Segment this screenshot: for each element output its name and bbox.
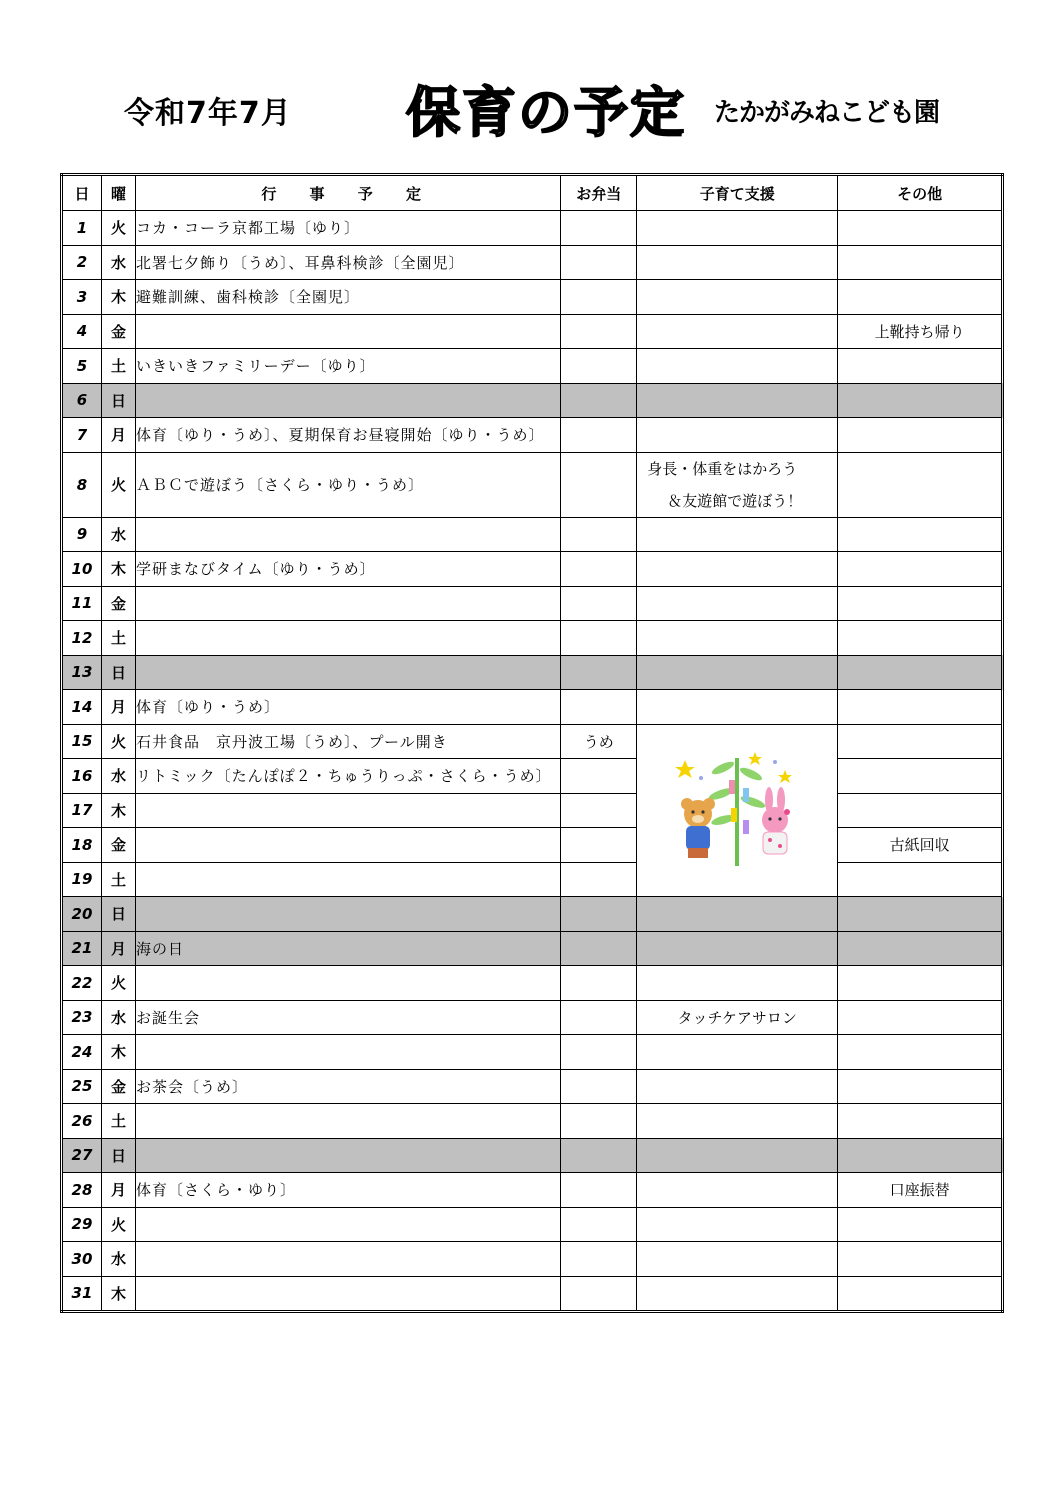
day-cell: 15 bbox=[62, 724, 102, 759]
lunch-cell bbox=[561, 690, 637, 725]
other-cell bbox=[838, 793, 1003, 828]
day-cell: 25 bbox=[62, 1069, 102, 1104]
other-cell bbox=[838, 1207, 1003, 1242]
lunch-cell bbox=[561, 1069, 637, 1104]
event-cell bbox=[135, 1035, 560, 1070]
lunch-cell bbox=[561, 897, 637, 932]
other-cell bbox=[838, 1276, 1003, 1312]
lunch-cell bbox=[561, 1035, 637, 1070]
lunch-cell bbox=[561, 621, 637, 656]
lunch-cell bbox=[561, 1104, 637, 1139]
weekday-cell: 金 bbox=[101, 828, 135, 863]
page-header bbox=[0, 70, 1058, 160]
day-cell: 11 bbox=[62, 586, 102, 621]
support-line-1: 身長・体重をはかろう bbox=[647, 459, 798, 478]
day-cell: 2 bbox=[62, 245, 102, 280]
weekday-cell: 水 bbox=[101, 517, 135, 552]
lunch-cell bbox=[561, 552, 637, 587]
other-cell bbox=[838, 621, 1003, 656]
weekday-cell: 火 bbox=[101, 1207, 135, 1242]
table-row bbox=[62, 517, 1003, 552]
event-cell bbox=[135, 1104, 560, 1139]
other-cell: 口座振替 bbox=[838, 1173, 1003, 1208]
lunch-cell bbox=[561, 211, 637, 246]
table-row bbox=[62, 1173, 1003, 1208]
table-row bbox=[62, 931, 1003, 966]
weekday-cell: 水 bbox=[101, 245, 135, 280]
event-cell: お誕生会 bbox=[135, 1000, 560, 1035]
event-cell bbox=[135, 1276, 560, 1312]
table-row bbox=[62, 1242, 1003, 1277]
lunch-cell bbox=[561, 517, 637, 552]
weekday-cell: 土 bbox=[101, 1104, 135, 1139]
day-cell: 5 bbox=[62, 349, 102, 384]
support-cell bbox=[637, 621, 838, 656]
weekday-cell: 土 bbox=[101, 621, 135, 656]
day-cell: 13 bbox=[62, 655, 102, 690]
other-cell bbox=[838, 383, 1003, 418]
event-cell bbox=[135, 828, 560, 863]
table-row bbox=[62, 1000, 1003, 1035]
table-row bbox=[62, 1035, 1003, 1070]
support-cell bbox=[637, 1035, 838, 1070]
col-day: 日 bbox=[62, 175, 102, 211]
lunch-cell bbox=[561, 245, 637, 280]
support-line-2: ＆友遊館で遊ぼう！ bbox=[667, 491, 803, 510]
event-cell: 北署七夕飾り〔うめ〕、耳鼻科検診〔全園児〕 bbox=[135, 245, 560, 280]
weekday-cell: 水 bbox=[101, 1242, 135, 1277]
table-row bbox=[62, 552, 1003, 587]
weekday-cell: 水 bbox=[101, 1000, 135, 1035]
weekday-cell: 金 bbox=[101, 586, 135, 621]
lunch-cell bbox=[561, 452, 637, 517]
event-cell bbox=[135, 1207, 560, 1242]
day-cell: 21 bbox=[62, 931, 102, 966]
day-cell: 27 bbox=[62, 1138, 102, 1173]
support-cell bbox=[637, 280, 838, 315]
table-row bbox=[62, 966, 1003, 1001]
weekday-cell: 日 bbox=[101, 655, 135, 690]
weekday-cell: 火 bbox=[101, 211, 135, 246]
support-cell bbox=[637, 1104, 838, 1139]
lunch-cell bbox=[561, 966, 637, 1001]
lunch-cell bbox=[561, 586, 637, 621]
lunch-cell: うめ bbox=[561, 724, 637, 759]
event-cell: 避難訓練、歯科検診〔全園児〕 bbox=[135, 280, 560, 315]
day-cell: 9 bbox=[62, 517, 102, 552]
support-cell bbox=[637, 349, 838, 384]
weekday-cell: 土 bbox=[101, 349, 135, 384]
day-cell: 28 bbox=[62, 1173, 102, 1208]
header-row bbox=[62, 175, 1003, 211]
lunch-cell bbox=[561, 1276, 637, 1312]
table-row bbox=[62, 1276, 1003, 1312]
weekday-cell: 火 bbox=[101, 966, 135, 1001]
col-events-label: 行 事 予 定 bbox=[261, 184, 435, 203]
event-cell: 体育〔さくら・ゆり〕 bbox=[135, 1173, 560, 1208]
table-row bbox=[62, 586, 1003, 621]
day-cell: 31 bbox=[62, 1276, 102, 1312]
event-cell: 学研まなびタイム〔ゆり・うめ〕 bbox=[135, 552, 560, 587]
day-cell: 3 bbox=[62, 280, 102, 315]
weekday-cell: 木 bbox=[101, 1276, 135, 1312]
support-cell bbox=[637, 418, 838, 453]
other-cell bbox=[838, 1035, 1003, 1070]
other-cell bbox=[838, 1069, 1003, 1104]
table-row bbox=[62, 621, 1003, 656]
schedule-body bbox=[62, 211, 1003, 1312]
day-cell: 24 bbox=[62, 1035, 102, 1070]
other-cell bbox=[838, 452, 1003, 517]
day-cell: 1 bbox=[62, 211, 102, 246]
table-row bbox=[62, 383, 1003, 418]
support-cell bbox=[637, 1069, 838, 1104]
other-cell bbox=[838, 655, 1003, 690]
weekday-cell: 木 bbox=[101, 1035, 135, 1070]
support-cell: タッチケアサロン bbox=[637, 1000, 838, 1035]
day-cell: 30 bbox=[62, 1242, 102, 1277]
weekday-cell: 月 bbox=[101, 418, 135, 453]
weekday-cell: 木 bbox=[101, 793, 135, 828]
table-row bbox=[62, 759, 1003, 794]
day-cell: 29 bbox=[62, 1207, 102, 1242]
event-cell bbox=[135, 621, 560, 656]
event-cell: ＡＢＣで遊ぼう〔さくら・ゆり・うめ〕 bbox=[135, 452, 560, 517]
other-cell bbox=[838, 280, 1003, 315]
other-cell bbox=[838, 1104, 1003, 1139]
table-row bbox=[62, 349, 1003, 384]
schedule-table bbox=[60, 173, 1004, 1313]
support-cell bbox=[637, 1242, 838, 1277]
event-cell bbox=[135, 314, 560, 349]
lunch-cell bbox=[561, 280, 637, 315]
event-cell bbox=[135, 1138, 560, 1173]
day-cell: 16 bbox=[62, 759, 102, 794]
event-cell bbox=[135, 655, 560, 690]
day-cell: 14 bbox=[62, 690, 102, 725]
other-cell bbox=[838, 1242, 1003, 1277]
lunch-cell bbox=[561, 862, 637, 897]
table-row bbox=[62, 655, 1003, 690]
other-cell bbox=[838, 418, 1003, 453]
support-cell bbox=[637, 314, 838, 349]
weekday-cell: 金 bbox=[101, 314, 135, 349]
table-row bbox=[62, 828, 1003, 863]
lunch-cell bbox=[561, 655, 637, 690]
event-cell bbox=[135, 966, 560, 1001]
lunch-cell bbox=[561, 793, 637, 828]
day-cell: 26 bbox=[62, 1104, 102, 1139]
era-month: 令和7年7月 bbox=[124, 96, 292, 131]
support-cell bbox=[637, 655, 838, 690]
table-row bbox=[62, 724, 1003, 759]
other-cell bbox=[838, 1138, 1003, 1173]
day-cell: 7 bbox=[62, 418, 102, 453]
table-row bbox=[62, 280, 1003, 315]
lunch-cell bbox=[561, 1000, 637, 1035]
weekday-cell: 日 bbox=[101, 1138, 135, 1173]
other-cell bbox=[838, 862, 1003, 897]
other-cell bbox=[838, 211, 1003, 246]
table-row bbox=[62, 452, 1003, 517]
col-support: 子育て支援 bbox=[637, 175, 838, 211]
tanabata-bear-rabbit-illustration bbox=[657, 748, 817, 868]
day-cell: 20 bbox=[62, 897, 102, 932]
event-cell: いきいきファミリーデー〔ゆり〕 bbox=[135, 349, 560, 384]
day-cell: 18 bbox=[62, 828, 102, 863]
table-row bbox=[62, 793, 1003, 828]
other-cell bbox=[838, 931, 1003, 966]
lunch-cell bbox=[561, 314, 637, 349]
other-cell bbox=[838, 759, 1003, 794]
page-title: 保育の予定 bbox=[406, 81, 686, 144]
day-cell: 8 bbox=[62, 452, 102, 517]
col-weekday: 曜 bbox=[101, 175, 135, 211]
support-cell bbox=[637, 552, 838, 587]
weekday-cell: 水 bbox=[101, 759, 135, 794]
lunch-cell bbox=[561, 1242, 637, 1277]
day-cell: 10 bbox=[62, 552, 102, 587]
table-row bbox=[62, 1104, 1003, 1139]
lunch-cell bbox=[561, 828, 637, 863]
support-cell bbox=[637, 1173, 838, 1208]
other-cell bbox=[838, 897, 1003, 932]
event-cell: 石井食品 京丹波工場〔うめ〕、プール開き bbox=[135, 724, 560, 759]
weekday-cell: 土 bbox=[101, 862, 135, 897]
support-cell bbox=[637, 1138, 838, 1173]
event-cell: お茶会〔うめ〕 bbox=[135, 1069, 560, 1104]
lunch-cell bbox=[561, 383, 637, 418]
support-cell bbox=[637, 897, 838, 932]
support-cell bbox=[637, 586, 838, 621]
tanabata-illustration bbox=[637, 724, 838, 897]
weekday-cell: 月 bbox=[101, 931, 135, 966]
table-row bbox=[62, 211, 1003, 246]
support-cell bbox=[637, 1207, 838, 1242]
lunch-cell bbox=[561, 349, 637, 384]
support-cell bbox=[637, 452, 838, 517]
table-row bbox=[62, 1207, 1003, 1242]
support-cell bbox=[637, 690, 838, 725]
col-events bbox=[135, 175, 560, 211]
weekday-cell: 月 bbox=[101, 690, 135, 725]
other-cell: 上靴持ち帰り bbox=[838, 314, 1003, 349]
other-cell: 古紙回収 bbox=[838, 828, 1003, 863]
event-cell: コカ・コーラ京都工場〔ゆり〕 bbox=[135, 211, 560, 246]
support-cell bbox=[637, 1276, 838, 1312]
table-row bbox=[62, 862, 1003, 897]
lunch-cell bbox=[561, 1173, 637, 1208]
other-cell bbox=[838, 1000, 1003, 1035]
support-cell bbox=[637, 966, 838, 1001]
event-cell bbox=[135, 517, 560, 552]
event-cell: 体育〔ゆり・うめ〕、夏期保育お昼寝開始〔ゆり・うめ〕 bbox=[135, 418, 560, 453]
school-name: たかがみねこども園 bbox=[714, 98, 940, 128]
day-cell: 19 bbox=[62, 862, 102, 897]
support-cell bbox=[637, 211, 838, 246]
event-cell bbox=[135, 586, 560, 621]
weekday-cell: 火 bbox=[101, 452, 135, 517]
event-cell: 海の日 bbox=[135, 931, 560, 966]
day-cell: 6 bbox=[62, 383, 102, 418]
table-row bbox=[62, 897, 1003, 932]
weekday-cell: 日 bbox=[101, 383, 135, 418]
event-cell bbox=[135, 897, 560, 932]
table-row bbox=[62, 690, 1003, 725]
table-row bbox=[62, 245, 1003, 280]
table-row bbox=[62, 1069, 1003, 1104]
other-cell bbox=[838, 724, 1003, 759]
col-other: その他 bbox=[838, 175, 1003, 211]
support-cell bbox=[637, 245, 838, 280]
event-cell bbox=[135, 383, 560, 418]
day-cell: 17 bbox=[62, 793, 102, 828]
day-cell: 22 bbox=[62, 966, 102, 1001]
weekday-cell: 木 bbox=[101, 280, 135, 315]
other-cell bbox=[838, 517, 1003, 552]
table-row bbox=[62, 418, 1003, 453]
lunch-cell bbox=[561, 759, 637, 794]
other-cell bbox=[838, 586, 1003, 621]
weekday-cell: 月 bbox=[101, 1173, 135, 1208]
other-cell bbox=[838, 552, 1003, 587]
weekday-cell: 木 bbox=[101, 552, 135, 587]
table-row bbox=[62, 1138, 1003, 1173]
other-cell bbox=[838, 966, 1003, 1001]
other-cell bbox=[838, 245, 1003, 280]
col-lunch: お弁当 bbox=[561, 175, 637, 211]
event-cell bbox=[135, 1242, 560, 1277]
weekday-cell: 火 bbox=[101, 724, 135, 759]
weekday-cell: 日 bbox=[101, 897, 135, 932]
event-cell bbox=[135, 862, 560, 897]
weekday-cell: 金 bbox=[101, 1069, 135, 1104]
support-cell bbox=[637, 383, 838, 418]
table-row bbox=[62, 314, 1003, 349]
day-cell: 4 bbox=[62, 314, 102, 349]
lunch-cell bbox=[561, 418, 637, 453]
other-cell bbox=[838, 690, 1003, 725]
day-cell: 12 bbox=[62, 621, 102, 656]
support-cell bbox=[637, 931, 838, 966]
event-cell: リトミック〔たんぽぽ２・ちゅうりっぷ・さくら・うめ〕 bbox=[135, 759, 560, 794]
other-cell bbox=[838, 349, 1003, 384]
event-cell: 体育〔ゆり・うめ〕 bbox=[135, 690, 560, 725]
lunch-cell bbox=[561, 1207, 637, 1242]
lunch-cell bbox=[561, 1138, 637, 1173]
day-cell: 23 bbox=[62, 1000, 102, 1035]
support-cell bbox=[637, 517, 838, 552]
lunch-cell bbox=[561, 931, 637, 966]
event-cell bbox=[135, 793, 560, 828]
